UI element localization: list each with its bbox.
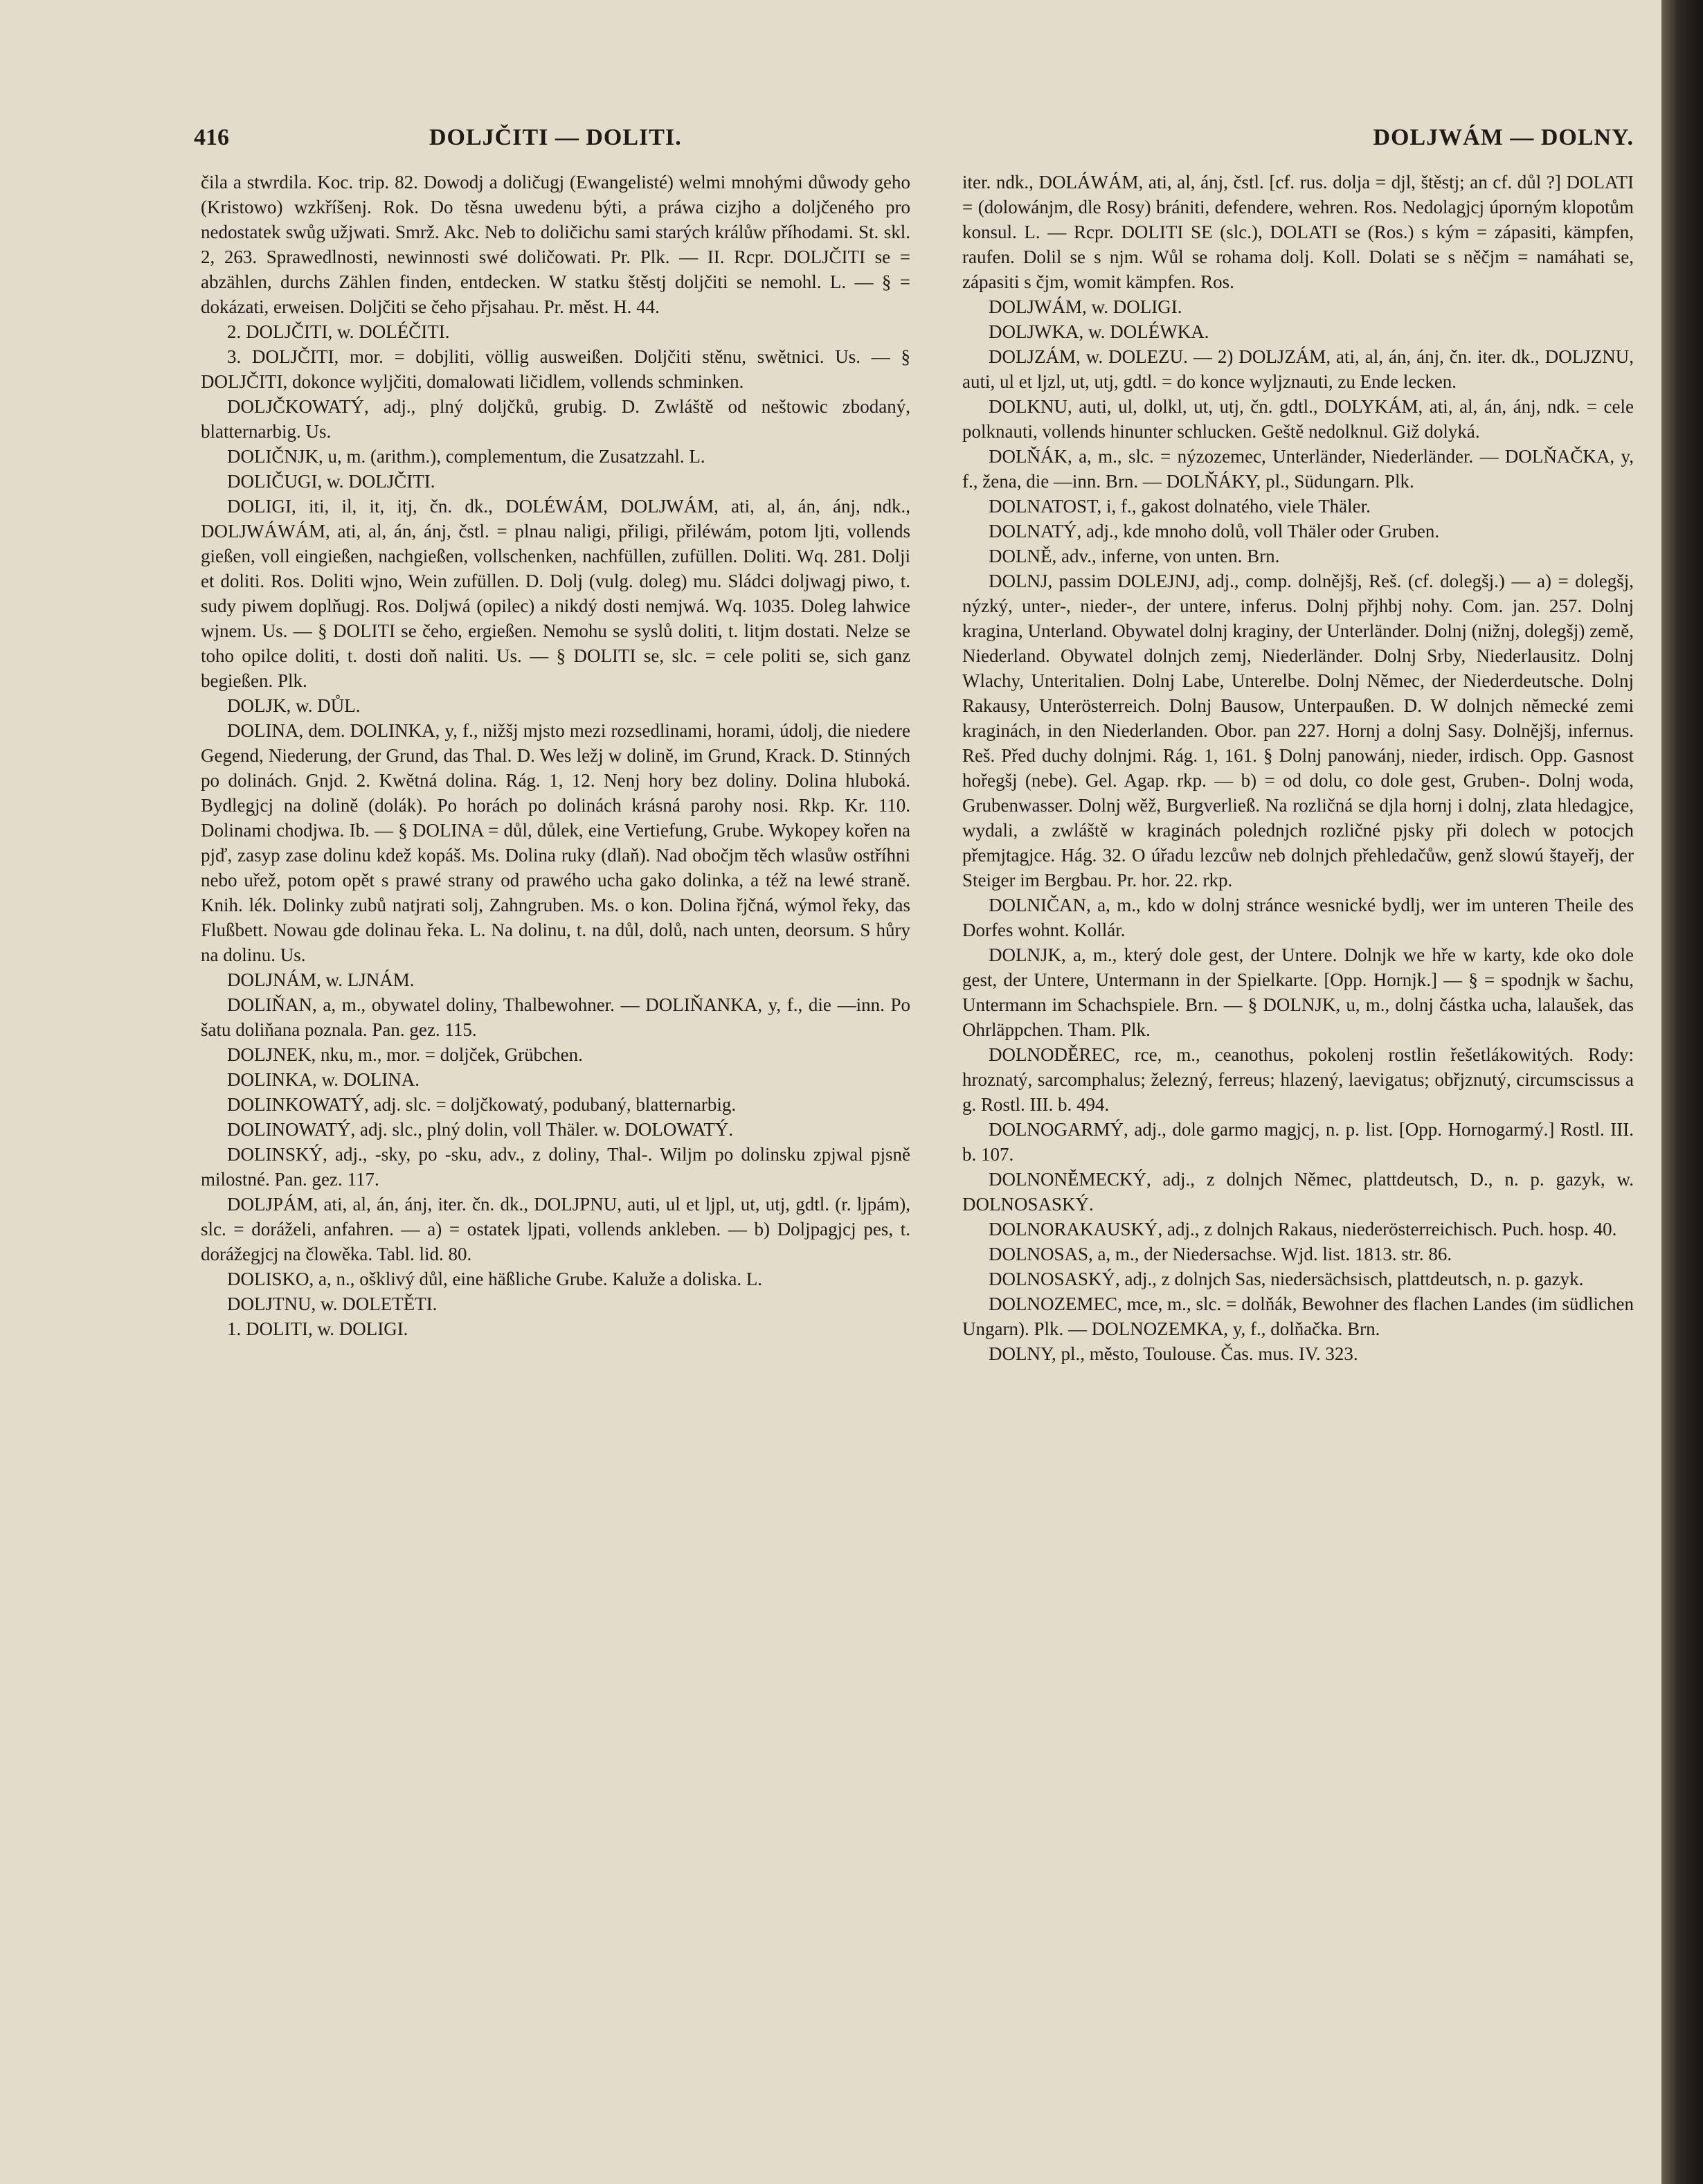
left-column [201, 170, 910, 1341]
dictionary-entry: DOLNODĚREC, rce, m., ceanothus, pokolenj rostlin řešetlákowitých. Rody: hroznatý, sarcomphalus; železný, ferreus; hlazený, laevigatus; obřjznutý, circumscissus a g. Rostl. III. b. 494. [962, 1044, 1634, 1115]
page-header [194, 118, 1634, 159]
dictionary-entry: DOLINOWATÝ, adj. slc., plný dolin, voll Thäler. w. DOLOWATÝ. [227, 1119, 734, 1140]
dictionary-entry: DOLJWKA, w. DOLÉWKA. [989, 321, 1209, 342]
dictionary-entry: 3. DOLJČITI, mor. = dobjliti, völlig ausweißen. Doljčiti stěnu, swětnici. Us. — § DOLJČITI, dokonce wyljčiti, domalowati ličidlem, vollends schminken. [201, 346, 910, 392]
dictionary-entry: DOLKNU, auti, ul, dolkl, ut, utj, čn. gdtl., DOLYKÁM, ati, al, án, ánj, ndk. = cele polknauti, vollends hinunter schlucken. Geště nedolknul. Giž dolyká. [962, 396, 1634, 442]
dictionary-entry: DOLNIČAN, a, m., kdo w dolnj stránce wesnické bydlj, wer im unteren Theile des Dorfes wohnt. Kollár. [962, 895, 1634, 940]
left-running-head: DOLJČITI — DOLITI. [429, 125, 682, 150]
dictionary-entry: DOLJNEK, nku, m., mor. = doljček, Grübchen. [227, 1044, 583, 1065]
page-number: 416 [194, 125, 229, 150]
dictionary-entry: DOLNOSASKÝ, adj., z dolnjch Sas, niedersächsisch, plattdeutsch, n. p. gazyk. [989, 1269, 1584, 1289]
dictionary-entry: DOLNĚ, adv., inferne, von unten. Brn. [989, 546, 1280, 566]
right-running-head: DOLJWÁM — DOLNY. [1373, 125, 1634, 150]
dictionary-entry: DOLNATÝ, adj., kde mnoho dolů, voll Thäler oder Gruben. [989, 521, 1440, 541]
dictionary-entry: DOLIČUGI, w. DOLJČITI. [227, 471, 435, 492]
dictionary-entry: DOLNOSAS, a, m., der Niedersachse. Wjd. list. 1813. str. 86. [989, 1244, 1452, 1264]
dictionary-entry: DOLISKO, a, n., ošklivý důl, eine häßliche Grube. Kaluže a doliska. L. [227, 1269, 763, 1289]
entry-continuation: iter. ndk., DOLÁWÁM, ati, al, ánj, čstl. [cf. rus. dolja = djl, štěstj; an cf. důl ?] DOLATI = (dolowánjm, dle Rosy) brániti, defendere, wehren. Ros. Nedolagjcj úporným klopotům konsul. L. — Rcpr. DOLITI SE (slc.), DOLATI se (Ros.) s kým = zápasiti, kämpfen, raufen. Dolil se s njm. Wůl se rohama dolj. Koll. Dolati se s něčjm = namáhati se, zápasiti s čjm, womit kämpfen. Ros. [962, 172, 1634, 292]
dictionary-entry: DOLNOGARMÝ, adj., dole garmo magjcj, n. p. list. [Opp. Hornogarmý.] Rostl. III. b. 107. [962, 1119, 1634, 1165]
dictionary-entry: DOLJČKOWATÝ, adj., plný doljčků, grubig. D. Zwláště od neštowic zbodaný, blatternarbig. Us. [201, 396, 910, 442]
dictionary-entry: DOLIGI, iti, il, it, itj, čn. dk., DOLÉWÁM, DOLJWÁM, ati, al, án, ánj, ndk., DOLJWÁWÁM, ati, al, án, ánj, čstl. = plnau naligi, přiligi, přiléwám, potom ljti, vollends gießen, voll eingießen, nachgießen, vollschenken, nachfüllen, zufüllen. Doliti. Wq. 281. Dolji et doliti. Ros. Doliti wjno, Wein zufüllen. D. Dolj (vulg. doleg) mu. Sládci doljwagj piwo, t. sudy piwem doplňugj. Ros. Doljwá (opilec) a nikdý dosti nemjwá. Wq. 1035. Doleg lahwice wjnem. Us. — § DOLITI se čeho, ergießen. Nemohu se syslů doliti, t. litjm dostati. Nelze se toho opilce doliti, t. dosti doň naliti. Us. — § DOLITI se, slc. = cele politi se, sich ganz begießen. Plk. [201, 496, 910, 691]
dictionary-entry: DOLJNÁM, w. LJNÁM. [227, 969, 415, 990]
dictionary-entry: DOLNOZEMEC, mce, m., slc. = dolňák, Bewohner des flachen Landes (im südlichen Ungarn). Plk. — DOLNOZEMKA, y, f., dolňačka. Brn. [962, 1294, 1634, 1339]
dictionary-entry: DOLJK, w. DŮL. [227, 695, 361, 716]
dictionary-entry: DOLIČNJK, u, m. (arithm.), complementum, die Zusatzzahl. L. [227, 446, 705, 467]
dictionary-entry: DOLNONĚMECKÝ, adj., z dolnjch Němec, plattdeutsch, D., n. p. gazyk, w. DOLNOSASKÝ. [962, 1169, 1634, 1215]
dictionary-entry: 2. DOLJČITI, w. DOLÉČITI. [227, 321, 450, 342]
dictionary-entry: DOLINKA, w. DOLINA. [227, 1069, 420, 1090]
dictionary-entry: DOLNJK, a, m., který dole gest, der Untere. Dolnjk we hře w karty, kde oko dole gest, der Untere, Untermann in der Spielkarte. [Opp. Hornjk.] — § = spodnjk w šachu, Untermann im Schachspiele. Brn. — § DOLNJK, u, m., dolnj částka ucha, lalaušek, das Ohrläppchen. Tham. Plk. [962, 945, 1634, 1040]
dictionary-entry: DOLJZÁM, w. DOLEZU. — 2) DOLJZÁM, ati, al, án, ánj, čn. iter. dk., DOLJZNU, auti, ul et ljzl, ut, utj, gdtl. = do konce wyljznauti, zu Ende lecken. [962, 346, 1634, 392]
dictionary-entry: DOLIŇAN, a, m., obywatel doliny, Thalbewohner. — DOLIŇANKA, y, f., die —inn. Po šatu doliňana poznala. Pan. gez. 115. [201, 994, 910, 1040]
dictionary-entry: DOLINA, dem. DOLINKA, y, f., nižšj mjsto mezi rozsedlinami, horami, údolj, die niedere Gegend, Niederung, der Grund, das Thal. D. Wes ležj w dolině, im Grund, Krack. D. Stinných po dolinách. Gnjd. 2. Kwětná dolina. Rág. 1, 12. Nenj hory bez doliny. Dolina hluboká. Bydlegjcj na dolině (dolák). Po horách po dolinách krásná parohy nosi. Rkp. Kr. 110. Dolinami chodjwa. Ib. — § DOLINA = důl, důlek, eine Vertiefung, Grube. Wykopey kořen na pjď, zasyp zase dolinu kdež kopáš. Ms. Dolina ruky (dlaň). Nad obočjm těch wlasůw ostříhni nebo uřež, potom opět s prawé strany od prawého ucha gako dolinka, a též na lewé straně. Knih. lék. Dolinky zubů natjrati solj, Zahngruben. Ms. o kon. Dolina řjčná, wýmol řeky, das Flußbett. Nowau gde dolinau řeka. L. Na dolinu, t. na důl, dolů, nach unten, deorsum. S hůry na dolinu. Us. [201, 720, 910, 965]
dictionary-entry: DOLNY, pl., město, Toulouse. Čas. mus. IV. 323. [989, 1343, 1358, 1364]
dictionary-entry: DOLINSKÝ, adj., -sky, po -sku, adv., z doliny, Thal-. Wiljm po dolinsku zpjwal pjsně milostné. Pan. gez. 117. [201, 1144, 910, 1190]
entry-continuation: čila a stwrdila. Koc. trip. 82. Dowodj a doličugj (Ewangelisté) welmi mnohými důwody geho (Kristowo) wzkříšenj. Rok. Do těsna uwedenu býti, a práwa cizjho a doljčeného pro nedostatek swůg užjwati. Smrž. Akc. Neb to doličichu sami starých králůw příhodami. St. skl. 2, 263. Sprawedlnosti, newinnosti swé doličowati. Pr. Plk. — II. Rcpr. DOLJČITI se = abzählen, durchs Zählen finden, entdecken. W statku štěstj doljčiti se nemohl. L. — § = dokázati, erweisen. Doljčiti se čeho přjsahau. Pr. měst. H. 44. [201, 172, 910, 317]
dictionary-entry: DOLJPÁM, ati, al, án, ánj, iter. čn. dk., DOLJPNU, auti, ul et ljpl, ut, utj, gdtl. (r. ljpám), slc. = doráželi, anfahren. — a) = ostatek ljpati, vollends ankleben. — b) Doljpagjcj pes, t. dorážegjcj na člowěka. Tabl. lid. 80. [201, 1194, 910, 1264]
dictionary-entry: DOLNATOST, i, f., gakost dolnatého, viele Thäler. [989, 496, 1371, 517]
dictionary-entry: DOLINKOWATÝ, adj. slc. = doljčkowatý, podubaný, blatternarbig. [227, 1094, 737, 1115]
dictionary-entry: DOLJTNU, w. DOLETĚTI. [227, 1294, 438, 1314]
right-column [962, 170, 1634, 1366]
dictionary-entry: DOLNJ, passim DOLEJNJ, adj., comp. dolnějšj, Reš. (cf. dolegšj.) — a) = dolegšj, nýzký, unter-, nieder-, der untere, inferus. Dolnj přjhbj nohy. Com. jan. 257. Dolnj kragina, Unterland. Obywatel dolnj kraginy, der Unterländer. Dolnj (nižnj, dolegšj) země, Niederland. Obywatel dolnjch zemj, Niederländer. Dolnj Srby, Niederlausitz. Dolnj Wlachy, Unteritalien. Dolnj Labe, Unterelbe. Dolnj Němec, der Niederdeutsche. Dolnj Rakausy, Unterösterreich. Dolnj Bausow, Unterpaußen. D. W dolnjch německé zemi kraginách, in den Niederlanden. Obor. pan 227. Hornj a dolnj Sasy. Dolnějšj, infernus. Reš. Před duchy dolnjmi. Rág. 1, 161. § Dolnj panowánj, nieder, irdisch. Opp. Gasnost hořegšj (nebe). Gel. Agap. rkp. — b) = od dolu, co dole gest, Gruben-. Dolnj woda, Grubenwasser. Dolnj wěž, Burgverließ. Na rozličná se djla hornj i dolnj, zlata hledagjce, wydali, a zwláště w kraginách polednjch rozličné pjsky při dolech w potocjch přemjtagjce. Hág. 32. O úřadu lezcůw neb dolnjch přehledačůw, genž slowú štayeřj, der Steiger im Bergbau. Pr. hor. 22. rkp. [962, 571, 1634, 890]
dictionary-entry: DOLŇÁK, a, m., slc. = nýzozemec, Unterländer, Niederländer. — DOLŇAČKA, y, f., žena, die —inn. Brn. — DOLŇÁKY, pl., Südungarn. Plk. [962, 446, 1634, 492]
book-edge [1661, 0, 1703, 2184]
dictionary-entry: DOLJWÁM, w. DOLIGI. [989, 296, 1182, 317]
dictionary-entry: DOLNORAKAUSKÝ, adj., z dolnjch Rakaus, niederösterreichisch. Puch. hosp. 40. [989, 1219, 1617, 1239]
dictionary-entry: 1. DOLITI, w. DOLIGI. [227, 1318, 408, 1339]
